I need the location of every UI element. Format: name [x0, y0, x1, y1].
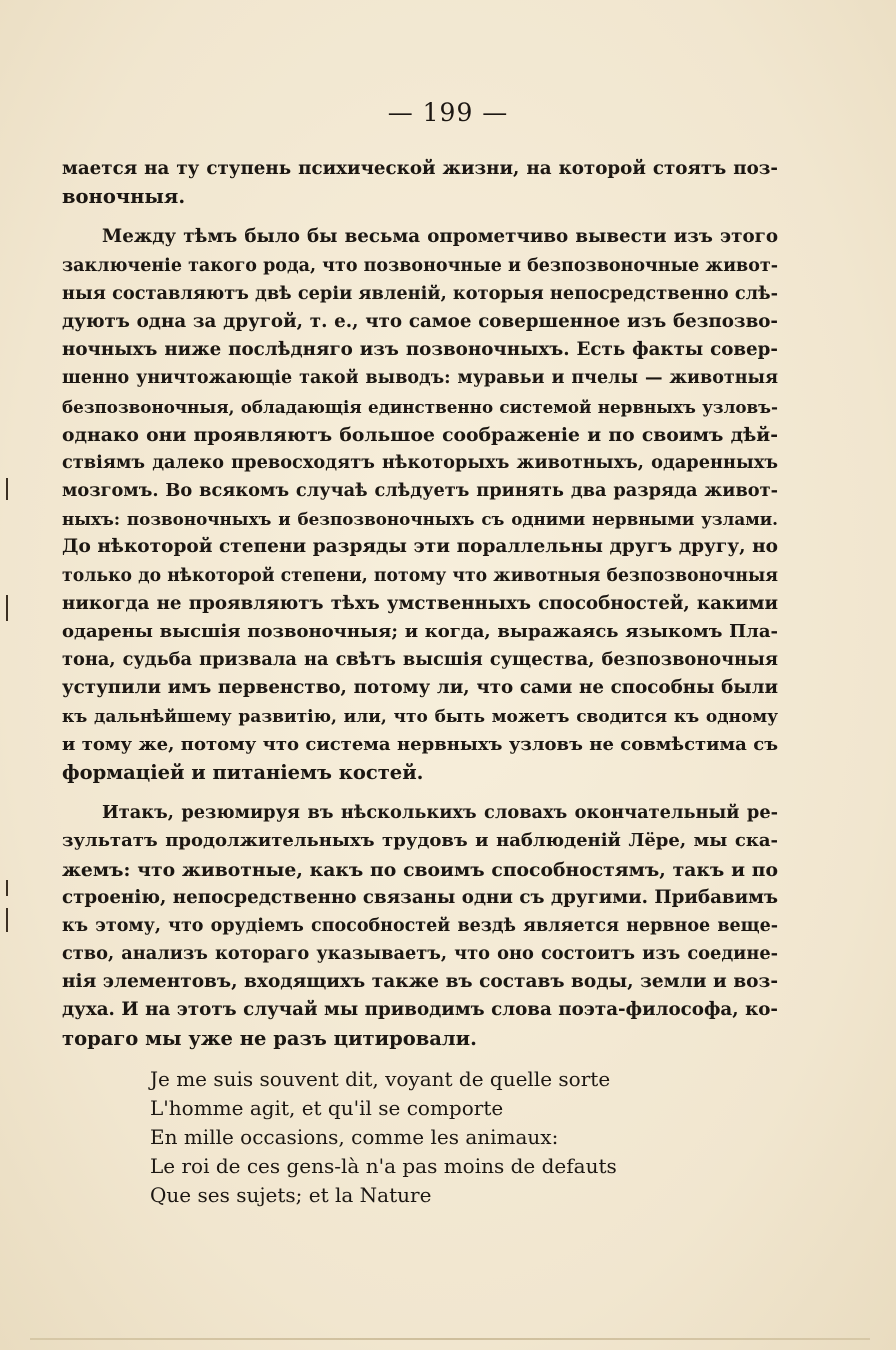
- text-line: Итакъ, резюмируя въ нѣсколькихъ словахъ окончательный ре-: [102, 802, 778, 824]
- text-line: формацiей и питанiемъ костей.: [62, 760, 424, 784]
- edge-mark: [6, 880, 8, 896]
- text-line: къ этому, что орудiемъ способностей вездѣ является нервное веще-: [62, 915, 778, 936]
- text-line: воночныя.: [62, 185, 186, 209]
- text-line: однако они проявляютъ большое соображенiе и по своимъ дѣй-: [62, 423, 778, 446]
- text-line: тораго мы уже не разъ цитировали.: [62, 1026, 477, 1050]
- text-line: уступили имъ первенство, потому ли, что сами не способны были: [62, 677, 778, 699]
- text-line: ночныхъ ниже послѣдняго изъ позвоночныхъ. Есть факты совер-: [62, 339, 778, 361]
- text-line: къ дальнѣйшему развитiю, или, что быть можетъ сводится къ одному: [62, 706, 778, 727]
- edge-mark: [6, 595, 8, 621]
- text-line: мозгомъ. Во всякомъ случаѣ слѣдуетъ принять два разряда живот-: [62, 480, 778, 502]
- paragraph: [62, 799, 778, 1053]
- text-line: строенiю, непосредственно связаны одни съ другими. Прибавимъ: [62, 886, 778, 908]
- text-line: ныя составляютъ двѣ серiи явленiй, которыя непосредственно слѣ-: [62, 282, 778, 304]
- paragraph: [62, 223, 778, 787]
- text-line: и тому же, потому что система нервныхъ узловъ не совмѣстима съ: [62, 733, 778, 755]
- edge-mark: [6, 478, 8, 500]
- paragraph: [62, 155, 778, 211]
- verse-line: Le roi de ces gens-là n'a pas moins de defauts: [150, 1154, 617, 1178]
- text-line: ныхъ: позвоночныхъ и безпозвоночныхъ съ одними нервными узлами.: [62, 509, 778, 530]
- text-line: только до нѣкоторой степени, потому что животныя безпозвоночныя: [62, 565, 778, 586]
- text-line: жемъ: что животные, какъ по своимъ способностямъ, такъ и по: [62, 858, 778, 881]
- text-line: ство, анализъ котораго указываетъ, что оно состоитъ изъ соедине-: [62, 943, 778, 965]
- text-line: заключенiе такого рода, что позвоночные и безпозвоночные живот-: [62, 255, 778, 276]
- text-line: никогда не проявляютъ тѣхъ умственныхъ способностей, какими: [62, 592, 778, 614]
- text-line: мается на ту ступень психической жизни, на которой стоятъ поз-: [62, 158, 778, 179]
- text-line: нiя элементовъ, входящихъ также въ составъ воды, земли и воз-: [62, 971, 778, 993]
- verse-line: L'homme agit, et qu'il se comporte: [150, 1096, 504, 1120]
- page-number: — 199 —: [387, 98, 509, 127]
- verse-line: En mille occasions, comme les animaux:: [150, 1125, 559, 1149]
- verse-line: Je me suis souvent dit, voyant de quelle sorte: [150, 1067, 611, 1091]
- text-line: ствiямъ далеко превосходятъ нѣкоторыхъ животныхъ, одаренныхъ: [62, 451, 778, 473]
- text-line: тона, судьба призвала на свѣтъ высшiя существа, безпозвоночныя: [62, 649, 778, 671]
- page-bottom-edge: [30, 1338, 870, 1340]
- verse-quote: [150, 1065, 710, 1210]
- text-line: Между тѣмъ было бы весьма опрометчиво вывести изъ этого: [102, 226, 778, 248]
- text-line: До нѣкоторой степени разряды эти пораллельны другъ другу, но: [62, 536, 778, 558]
- text-line: шенно уничтожающiе такой выводъ: муравьи и пчелы — животныя: [62, 368, 778, 389]
- text-line: зультатъ продолжительныхъ трудовъ и наблюденiй Лёре, мы ска-: [62, 830, 778, 852]
- edge-mark: [6, 908, 8, 932]
- verse-line: Que ses sujets; et la Nature: [150, 1183, 432, 1207]
- text-line: духа. И на этотъ случай мы приводимъ слова поэта-философа, ко-: [62, 999, 778, 1021]
- body-text: [62, 155, 778, 1053]
- text-line: дуютъ одна за другой, т. е., что самое совершенное изъ безпозво-: [62, 310, 778, 332]
- text-line: безпозвоночныя, обладающiя единственно системой нервныхъ узловъ-: [62, 396, 778, 417]
- text-line: одарены высшiя позвоночныя; и когда, выражаясь языкомъ Пла-: [62, 621, 778, 642]
